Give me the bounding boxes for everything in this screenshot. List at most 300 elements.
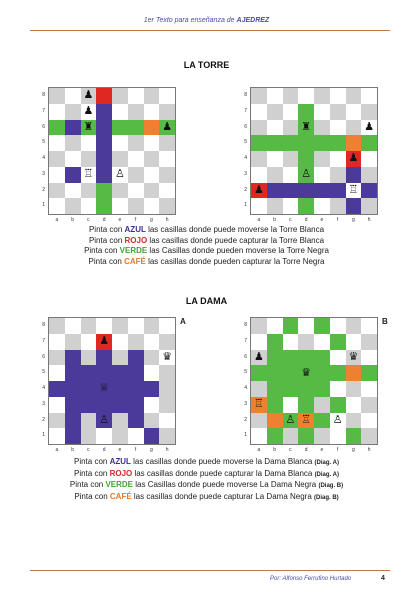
square-h7[interactable]	[159, 104, 175, 120]
square-f6[interactable]	[330, 120, 346, 136]
square-b6[interactable]	[65, 350, 81, 366]
square-c2[interactable]	[81, 183, 97, 199]
square-f5[interactable]	[128, 365, 144, 381]
square-g3[interactable]	[346, 167, 362, 183]
square-d6[interactable]	[298, 350, 314, 366]
square-b2[interactable]	[267, 413, 283, 429]
square-e2[interactable]	[314, 183, 330, 199]
section-title-torre: LA TORRE	[183, 60, 230, 70]
legend-line: Pinta con CAFÉ las casillas donde puede capturar La Dama Negra (Diag. B)	[74, 491, 339, 501]
square-h2[interactable]	[361, 183, 377, 199]
footer-author: Por: Alfonso Ferrufino Hurtado	[270, 576, 352, 582]
square-e6[interactable]	[112, 120, 128, 136]
square-d7[interactable]	[298, 104, 314, 120]
square-d2[interactable]	[96, 183, 112, 199]
square-h5[interactable]	[159, 365, 175, 381]
black-queen-icon: ♛	[162, 350, 173, 363]
file-label: a	[257, 217, 261, 223]
square-a4[interactable]	[251, 381, 267, 397]
square-h3[interactable]	[361, 167, 377, 183]
square-b1[interactable]	[267, 198, 283, 214]
square-e3[interactable]	[314, 167, 330, 183]
square-a1[interactable]	[251, 428, 267, 444]
square-b2[interactable]	[65, 413, 81, 429]
square-h2[interactable]	[159, 413, 175, 429]
square-a7[interactable]	[251, 104, 267, 120]
square-e1[interactable]	[112, 428, 128, 444]
square-e4[interactable]	[314, 151, 330, 167]
square-a1[interactable]	[49, 428, 65, 444]
square-c3[interactable]	[283, 397, 299, 413]
square-a1[interactable]	[251, 198, 267, 214]
square-a3[interactable]	[251, 167, 267, 183]
square-c5[interactable]	[283, 365, 299, 381]
square-d4[interactable]	[96, 381, 112, 397]
square-c2[interactable]	[283, 413, 299, 429]
square-g6[interactable]	[346, 350, 362, 366]
square-g7[interactable]	[144, 334, 160, 350]
square-a7[interactable]	[49, 334, 65, 350]
square-b4[interactable]	[65, 151, 81, 167]
section-title-dama: LA DAMA	[185, 296, 228, 306]
square-g3[interactable]	[144, 167, 160, 183]
rank-label: 8	[42, 322, 45, 328]
square-d6[interactable]	[96, 120, 112, 136]
square-f2[interactable]	[128, 183, 144, 199]
square-g6[interactable]	[144, 120, 160, 136]
square-b8[interactable]	[65, 318, 81, 334]
square-c5[interactable]	[81, 365, 97, 381]
square-h1[interactable]	[361, 198, 377, 214]
square-d1[interactable]	[298, 428, 314, 444]
square-g1[interactable]	[346, 428, 362, 444]
square-c7[interactable]	[81, 334, 97, 350]
square-f7[interactable]	[330, 334, 346, 350]
square-a4[interactable]	[49, 151, 65, 167]
square-c8[interactable]	[81, 318, 97, 334]
square-e7[interactable]	[112, 334, 128, 350]
square-g4[interactable]	[346, 381, 362, 397]
black-pawn-icon: ♟	[253, 183, 264, 196]
square-b8[interactable]	[65, 88, 81, 104]
square-g2[interactable]	[144, 413, 160, 429]
square-e1[interactable]	[314, 428, 330, 444]
file-label: f	[134, 217, 137, 223]
square-e8[interactable]	[314, 88, 330, 104]
square-f2[interactable]	[330, 413, 346, 429]
square-g7[interactable]	[346, 334, 362, 350]
square-e2[interactable]	[112, 183, 128, 199]
square-g7[interactable]	[346, 104, 362, 120]
square-d3[interactable]	[298, 167, 314, 183]
square-f7[interactable]	[128, 334, 144, 350]
square-d1[interactable]	[96, 428, 112, 444]
square-a8[interactable]	[49, 318, 65, 334]
square-g4[interactable]	[346, 151, 362, 167]
square-c1[interactable]	[283, 198, 299, 214]
file-label: c	[87, 447, 90, 453]
square-d7[interactable]	[96, 334, 112, 350]
square-c6[interactable]	[81, 120, 97, 136]
square-h3[interactable]	[159, 397, 175, 413]
square-e6[interactable]	[314, 350, 330, 366]
square-g6[interactable]	[346, 120, 362, 136]
square-b7[interactable]	[65, 334, 81, 350]
square-g4[interactable]	[144, 151, 160, 167]
square-e7[interactable]	[314, 104, 330, 120]
square-e8[interactable]	[112, 88, 128, 104]
square-e7[interactable]	[314, 334, 330, 350]
square-f3[interactable]	[330, 167, 346, 183]
square-g8[interactable]	[346, 318, 362, 334]
rank-label: 5	[244, 369, 247, 376]
square-h7[interactable]	[361, 334, 377, 350]
square-f1[interactable]	[330, 428, 346, 444]
square-a3[interactable]	[49, 397, 65, 413]
square-c8[interactable]	[283, 318, 299, 334]
header-prefix: 1er Texto para enseñanza de	[143, 17, 237, 24]
square-e3[interactable]	[112, 167, 128, 183]
square-e1[interactable]	[112, 198, 128, 214]
square-b2[interactable]	[267, 183, 283, 199]
square-h3[interactable]	[361, 397, 377, 413]
rank-label: 7	[244, 107, 247, 114]
square-f6[interactable]	[128, 350, 144, 366]
square-d3[interactable]	[298, 397, 314, 413]
square-c1[interactable]	[81, 428, 97, 444]
color-keyword: AZUL	[109, 457, 131, 466]
square-b3[interactable]	[65, 167, 81, 183]
square-d1[interactable]	[298, 198, 314, 214]
square-c1[interactable]	[81, 198, 97, 214]
square-c8[interactable]	[81, 88, 97, 104]
square-a6[interactable]	[49, 350, 65, 366]
legend-line: Pinta con ROJO las casillas donde puede capturar la Torre Blanca	[88, 235, 325, 245]
square-h1[interactable]	[159, 198, 175, 214]
color-keyword: AZUL	[124, 225, 146, 234]
square-b3[interactable]	[267, 167, 283, 183]
square-f5[interactable]	[330, 365, 346, 381]
square-f4[interactable]	[128, 381, 144, 397]
square-a6[interactable]	[251, 350, 267, 366]
square-g4[interactable]	[144, 381, 160, 397]
square-h5[interactable]	[361, 365, 377, 381]
square-e4[interactable]	[112, 381, 128, 397]
square-c5[interactable]	[81, 135, 97, 151]
color-keyword: ROJO	[109, 468, 133, 478]
square-g1[interactable]	[144, 428, 160, 444]
square-f3[interactable]	[128, 397, 144, 413]
rank-label: 7	[244, 337, 247, 344]
file-label: d	[102, 447, 106, 453]
square-g8[interactable]	[144, 318, 160, 334]
legend-line: Pinta con VERDE las Casillas donde puede moverse La Dama Negra (Diag. B)	[69, 480, 344, 489]
square-f5[interactable]	[128, 135, 144, 151]
square-a2[interactable]	[251, 413, 267, 429]
square-e8[interactable]	[112, 318, 128, 334]
square-d7[interactable]	[96, 104, 112, 120]
square-e3[interactable]	[314, 397, 330, 413]
square-f4[interactable]	[330, 381, 346, 397]
square-b8[interactable]	[267, 88, 283, 104]
square-e5[interactable]	[314, 135, 330, 151]
square-h3[interactable]	[159, 167, 175, 183]
square-e4[interactable]	[314, 381, 330, 397]
square-g1[interactable]	[144, 198, 160, 214]
rank-label: 7	[42, 107, 45, 114]
square-h4[interactable]	[159, 381, 175, 397]
square-h4[interactable]	[159, 151, 175, 167]
square-e5[interactable]	[314, 365, 330, 381]
file-label: c	[87, 217, 90, 223]
square-c7[interactable]	[81, 104, 97, 120]
square-f3[interactable]	[330, 397, 346, 413]
square-d2[interactable]	[96, 413, 112, 429]
square-h8[interactable]	[361, 318, 377, 334]
square-c7[interactable]	[283, 104, 299, 120]
square-f4[interactable]	[330, 151, 346, 167]
square-f2[interactable]	[330, 183, 346, 199]
square-f6[interactable]	[128, 120, 144, 136]
square-a6[interactable]	[251, 120, 267, 136]
square-b3[interactable]	[267, 397, 283, 413]
legend-line: Pinta con VERDE las Casillas donde pueden moverse la Torre Negra	[84, 246, 329, 255]
file-label: f	[336, 217, 339, 223]
square-a5[interactable]	[251, 365, 267, 381]
square-b1[interactable]	[65, 198, 81, 214]
square-b4[interactable]	[267, 151, 283, 167]
square-h4[interactable]	[361, 151, 377, 167]
square-g8[interactable]	[144, 88, 160, 104]
square-d4[interactable]	[298, 151, 314, 167]
square-e2[interactable]	[112, 413, 128, 429]
square-b1[interactable]	[65, 428, 81, 444]
square-d4[interactable]	[96, 151, 112, 167]
square-a5[interactable]	[251, 135, 267, 151]
square-a4[interactable]	[49, 381, 65, 397]
square-f8[interactable]	[330, 88, 346, 104]
square-a1[interactable]	[49, 198, 65, 214]
square-h6[interactable]	[159, 120, 175, 136]
square-a7[interactable]	[49, 104, 65, 120]
square-e3[interactable]	[112, 397, 128, 413]
square-b7[interactable]	[65, 104, 81, 120]
square-e7[interactable]	[112, 104, 128, 120]
square-c2[interactable]	[283, 183, 299, 199]
square-d8[interactable]	[298, 318, 314, 334]
square-a3[interactable]	[49, 167, 65, 183]
color-keyword: CAFÉ	[109, 491, 132, 501]
square-a2[interactable]	[49, 183, 65, 199]
black-pawn-icon: ♟	[162, 120, 173, 133]
square-a4[interactable]	[251, 151, 267, 167]
square-g5[interactable]	[144, 365, 160, 381]
white-queen-icon: ♕	[99, 382, 110, 395]
square-b7[interactable]	[267, 104, 283, 120]
square-b5[interactable]	[267, 135, 283, 151]
square-f8[interactable]	[330, 318, 346, 334]
square-f7[interactable]	[330, 104, 346, 120]
square-b1[interactable]	[267, 428, 283, 444]
square-c3[interactable]	[81, 167, 97, 183]
square-b5[interactable]	[65, 135, 81, 151]
square-g7[interactable]	[144, 104, 160, 120]
square-h8[interactable]	[159, 318, 175, 334]
square-d5[interactable]	[298, 365, 314, 381]
square-a8[interactable]	[251, 318, 267, 334]
square-c4[interactable]	[81, 381, 97, 397]
square-a2[interactable]	[49, 413, 65, 429]
square-b6[interactable]	[65, 120, 81, 136]
file-label: g	[351, 217, 355, 223]
square-c8[interactable]	[283, 88, 299, 104]
square-e4[interactable]	[112, 151, 128, 167]
square-f1[interactable]	[330, 198, 346, 214]
file-label: c	[289, 447, 292, 453]
square-a8[interactable]	[251, 88, 267, 104]
rank-label: 6	[42, 353, 45, 360]
square-a2[interactable]	[251, 183, 267, 199]
square-b4[interactable]	[267, 381, 283, 397]
square-e2[interactable]	[314, 413, 330, 429]
square-e6[interactable]	[314, 120, 330, 136]
square-d6[interactable]	[298, 120, 314, 136]
square-h5[interactable]	[159, 135, 175, 151]
square-h6[interactable]	[361, 350, 377, 366]
square-g3[interactable]	[144, 397, 160, 413]
square-c4[interactable]	[81, 151, 97, 167]
square-b7[interactable]	[267, 334, 283, 350]
square-a5[interactable]	[49, 135, 65, 151]
square-d1[interactable]	[96, 198, 112, 214]
square-c6[interactable]	[81, 350, 97, 366]
square-c6[interactable]	[283, 120, 299, 136]
square-h2[interactable]	[361, 413, 377, 429]
square-h4[interactable]	[361, 381, 377, 397]
square-e5[interactable]	[112, 135, 128, 151]
square-h7[interactable]	[159, 334, 175, 350]
square-d8[interactable]	[96, 318, 112, 334]
page-header	[0, 17, 413, 24]
square-c3[interactable]	[283, 167, 299, 183]
rank-label: 8	[244, 322, 247, 328]
chessboard-grid	[250, 317, 378, 445]
square-b5[interactable]	[267, 365, 283, 381]
square-d3[interactable]	[96, 397, 112, 413]
square-g1[interactable]	[346, 198, 362, 214]
square-f8[interactable]	[128, 318, 144, 334]
rank-label: 4	[42, 385, 45, 391]
square-d5[interactable]	[96, 365, 112, 381]
square-h6[interactable]	[361, 120, 377, 136]
square-e6[interactable]	[112, 350, 128, 366]
square-c7[interactable]	[283, 334, 299, 350]
square-d2[interactable]	[298, 413, 314, 429]
square-f4[interactable]	[128, 151, 144, 167]
square-g5[interactable]	[346, 135, 362, 151]
square-d6[interactable]	[96, 350, 112, 366]
square-a6[interactable]	[49, 120, 65, 136]
square-d5[interactable]	[96, 135, 112, 151]
square-f2[interactable]	[128, 413, 144, 429]
square-e5[interactable]	[112, 365, 128, 381]
square-b6[interactable]	[267, 350, 283, 366]
square-c5[interactable]	[283, 135, 299, 151]
square-c6[interactable]	[283, 350, 299, 366]
square-f3[interactable]	[128, 167, 144, 183]
square-d2[interactable]	[298, 183, 314, 199]
square-h7[interactable]	[361, 104, 377, 120]
square-f7[interactable]	[128, 104, 144, 120]
square-g5[interactable]	[144, 135, 160, 151]
square-f1[interactable]	[128, 428, 144, 444]
rank-label: 3	[42, 400, 45, 407]
file-label: h	[165, 447, 169, 453]
rank-label: 4	[244, 385, 247, 391]
square-b2[interactable]	[65, 183, 81, 199]
square-h1[interactable]	[159, 428, 175, 444]
square-h2[interactable]	[159, 183, 175, 199]
square-a8[interactable]	[49, 88, 65, 104]
square-b6[interactable]	[267, 120, 283, 136]
square-c2[interactable]	[81, 413, 97, 429]
square-c3[interactable]	[81, 397, 97, 413]
square-h5[interactable]	[361, 135, 377, 151]
square-g5[interactable]	[346, 365, 362, 381]
square-g6[interactable]	[144, 350, 160, 366]
file-label: b	[273, 447, 277, 453]
square-c4[interactable]	[283, 151, 299, 167]
square-d8[interactable]	[96, 88, 112, 104]
square-h6[interactable]	[159, 350, 175, 366]
square-d4[interactable]	[298, 381, 314, 397]
square-d5[interactable]	[298, 135, 314, 151]
square-e8[interactable]	[314, 318, 330, 334]
square-d8[interactable]	[298, 88, 314, 104]
square-f8[interactable]	[128, 88, 144, 104]
square-g3[interactable]	[346, 397, 362, 413]
square-f1[interactable]	[128, 198, 144, 214]
file-label: e	[320, 447, 324, 453]
square-h8[interactable]	[159, 88, 175, 104]
white-pawn-icon: ♙	[301, 168, 312, 181]
square-b8[interactable]	[267, 318, 283, 334]
square-c1[interactable]	[283, 428, 299, 444]
square-h1[interactable]	[361, 428, 377, 444]
rank-label: 1	[42, 202, 45, 209]
square-g2[interactable]	[346, 183, 362, 199]
square-g2[interactable]	[144, 183, 160, 199]
square-g8[interactable]	[346, 88, 362, 104]
square-c4[interactable]	[283, 381, 299, 397]
square-b5[interactable]	[65, 365, 81, 381]
square-a5[interactable]	[49, 365, 65, 381]
square-a3[interactable]	[251, 397, 267, 413]
square-f5[interactable]	[330, 135, 346, 151]
header-rule	[30, 30, 390, 31]
square-d3[interactable]	[96, 167, 112, 183]
square-f6[interactable]	[330, 350, 346, 366]
white-pawn-icon: ♙	[114, 168, 125, 181]
square-b4[interactable]	[65, 381, 81, 397]
square-d7[interactable]	[298, 334, 314, 350]
black-rook-icon: ♜	[83, 120, 94, 133]
square-e1[interactable]	[314, 198, 330, 214]
square-g2[interactable]	[346, 413, 362, 429]
square-b3[interactable]	[65, 397, 81, 413]
square-h8[interactable]	[361, 88, 377, 104]
square-a7[interactable]	[251, 334, 267, 350]
